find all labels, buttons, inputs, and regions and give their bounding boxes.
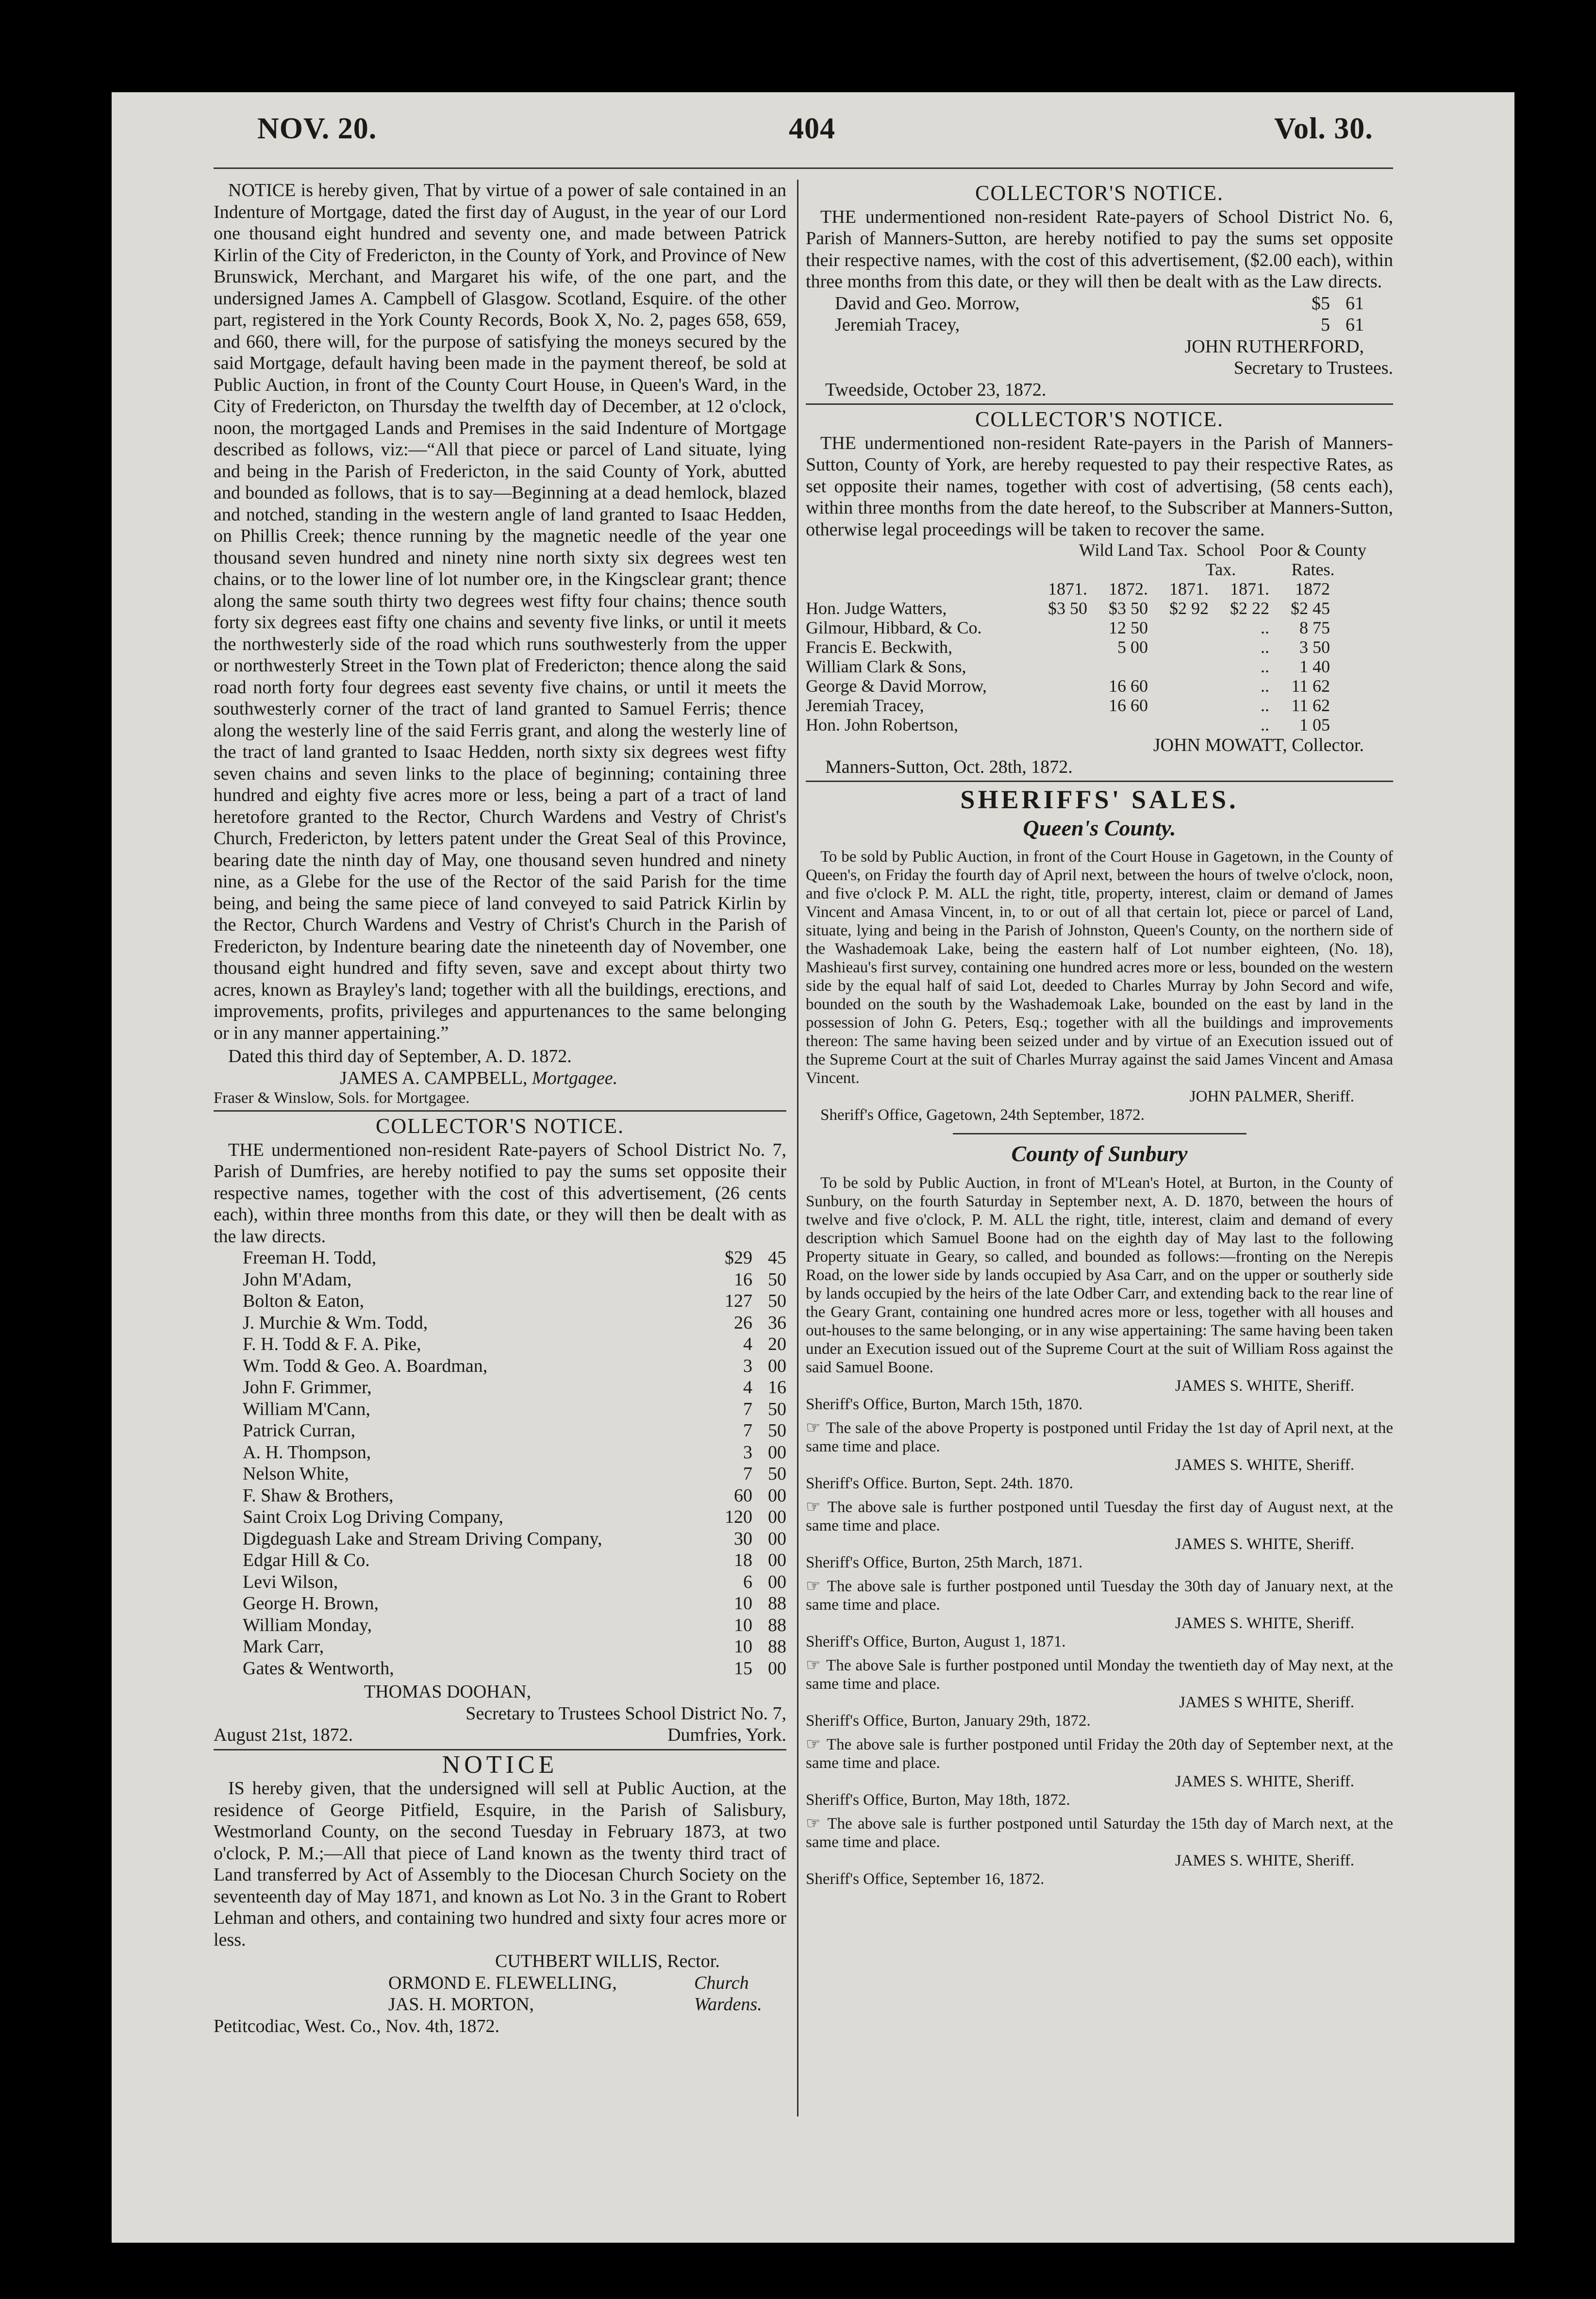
rates-row	[806, 715, 1393, 734]
ledger-cents: 45	[768, 1248, 786, 1268]
ledger-name: David and Geo. Morrow,	[835, 293, 1020, 314]
postponement-office: Sheriff's Office. Burton, Sept. 24th. 1870.	[806, 1474, 1074, 1492]
ledger-cents: 50	[768, 1269, 786, 1290]
pointing-hand-icon: ☞	[806, 1734, 827, 1754]
rates-name: Hon. Judge Watters,	[806, 599, 947, 618]
postponements	[806, 1418, 1393, 1888]
postponement-office: Sheriff's Office, Burton, January 29th, 1872.	[806, 1712, 1091, 1730]
ledger-cents: 61	[1346, 315, 1364, 335]
salisbury-warden-1: ORMOND E. FLEWELLING,	[388, 1972, 617, 1993]
ledger-dollars: 7	[743, 1420, 752, 1441]
mortgage-dated: Dated this third day of September, A. D. 1872.	[228, 1046, 572, 1066]
ledger-row	[243, 1463, 786, 1485]
manners2-body: THE undermentioned non-resident Rate-payers in the Parish of Manners-Sutton, County of York, are hereby requested to pay their respective Rates, as set opposite their names, together with cost of advertising, (58 cents each), within three months from the date hereof, to the Subscriber at Manners-Sutton, otherwise legal proceedings will be taken to recover the same.	[806, 433, 1393, 540]
postponement-signer: JAMES S. WHITE, Sheriff.	[1175, 1456, 1354, 1474]
postponement-signer: JAMES S. WHITE, Sheriff.	[1175, 1772, 1354, 1790]
dumfries-title: COLLECTOR'S NOTICE.	[375, 1114, 624, 1138]
rates-year-row	[806, 579, 1393, 599]
sheriffs-rule	[953, 1133, 1247, 1134]
ledger-row	[243, 1485, 786, 1507]
ledger-row	[243, 1269, 786, 1291]
ledger-cents: 00	[768, 1507, 786, 1527]
manners-sutton-parish-notice	[806, 409, 1393, 778]
rates-value	[1148, 676, 1209, 696]
manners2-signer: JOHN MOWATT, Collector.	[1153, 735, 1364, 755]
ledger-row	[243, 1593, 786, 1615]
ledger-row	[243, 1571, 786, 1593]
ledger-dollars: 26	[734, 1312, 752, 1333]
header-date: NOV. 20.	[257, 112, 377, 145]
header-volume: Vol. 30.	[1274, 112, 1373, 145]
mortgage-body: NOTICE is hereby given, That by virtue of a power of sale contained in an Indenture of Mortgage, dated the first day of August, in the year of our Lord one thousand eight hundred and seventy one, and made between Patrick Kirlin of the City of Fredericton, in the County of York, and Province of New Brunswick, Merchant, and Margaret his wife, of the one part, and the undersigned James A. Campbell of Glasgow. Scotland, Esquire. of the other part, registered in the York County Records, Book X, No. 2, pages 658, 659, and 660, there will, for the purpose of satisfying the moneys secured by the said Mortgage, default having been made in the payment thereof, be sold at Public Auction, in front of the County Court House, in Queen's Ward, in the City of Fredericton, on Thursday the twelfth day of December, at 12 o'clock, noon, the mortgaged Lands and Premises in the said Indenture of Mortgage described as follows, viz:—“All that piece or parcel of Land situate, lying and being in the Parish of Fredericton, in the said County of York, abutted and bounded as follows, that is to say—Beginning at a dead hemlock, blazed and notched, standing in the western angle of land granted to Isaac Hedden, on Phillis Creek; thence running by the magnetic needle of the year one thousand seven hundred and ninety nine north sixty six degrees west ten chains, or to the lower line of lot number ore, in the Kingsclear grant; thence along the same south thirty two degrees west fifty four chains; thence south forty six degrees east fifty one chains and seventy five links, or until it meets the northwesterly side of the road which runs southwesterly from the upper or northwesterly Street in the Town plat of Fredericton; thence along the said road north forty four degrees east seventy five chains, or until it meets the southwesterly corner of the tract of land granted to Samuel Ferris; thence along the westerly line of the said Ferris grant, and along the westerly line of the tract of land granted to Isaac Hedden, north sixty six degrees west fifty seven chains and seven links to the place of beginning; containing three hundred and eighty five acres more or less, being a part of a tract of land heretofore granted to the Rector, Church Wardens and Vestry of Christ's Church, Fredericton, by letters patent under the Great Seal of this Province, bearing date the ninth day of May, one thousand seven hundred and ninety nine, as a Glebe for the use of the Rector of the said Parish for the time being, and being the same piece of land conveyed to said Patrick Kirlin by the Rector, Church Wardens and Vestry of Christ's Church in the Parish of Fredericton, by Indenture bearing date the nineteenth day of November, one thousand eight hundred and fifty seven, save and except about thirty two acres, known as Brayley's land; together with all the buildings, erections, and improvements, profits, privileges and appurtenances to the same belonging or in any manner appertaining.”	[214, 180, 786, 1043]
postponement-office: Sheriff's Office, Burton, August 1, 1871.	[806, 1633, 1066, 1650]
ledger-row	[835, 314, 1364, 336]
rates-value	[1148, 657, 1209, 676]
ledger-row	[243, 1312, 786, 1334]
rates-table	[806, 599, 1393, 734]
rates-column-headings	[806, 540, 1393, 579]
rates-value	[1148, 696, 1209, 715]
rates-value: 11 62	[1291, 676, 1330, 696]
ledger-row	[243, 1506, 786, 1528]
ledger-cents: 00	[768, 1571, 786, 1592]
pointing-hand-icon: ☞	[806, 1813, 828, 1833]
rates-row	[806, 618, 1393, 637]
ledger-row	[243, 1528, 786, 1550]
ledger-row	[243, 1658, 786, 1680]
ledger-dollars: 30	[734, 1528, 752, 1549]
header-page-number: 404	[789, 112, 835, 145]
sunbury-office: Sheriff's Office, Burton, March 15th, 1870.	[806, 1395, 1083, 1413]
ledger-cents: 88	[768, 1593, 786, 1614]
ledger-dollars: $5	[1312, 293, 1330, 314]
mortgage-notice	[214, 180, 786, 1107]
rates-value: 3 50	[1299, 637, 1330, 657]
section-rule	[214, 1110, 786, 1112]
year-2: 1872.	[1109, 579, 1148, 599]
pointing-hand-icon: ☞	[806, 1497, 828, 1516]
sheriffs-title: SHERIFFS' SALES.	[960, 785, 1239, 814]
dumfries-place: Dumfries, York.	[667, 1725, 786, 1745]
ledger-row	[243, 1399, 786, 1420]
rates-value: 16 60	[1109, 676, 1148, 696]
rates-value: ..	[1261, 696, 1269, 715]
postponement-office: Sheriff's Office, Burton, 25th March, 1871.	[806, 1553, 1083, 1571]
ledger-cents: 61	[1346, 293, 1364, 314]
ledger-dollars: 10	[734, 1593, 752, 1614]
dumfries-signer: THOMAS DOOHAN,	[364, 1682, 532, 1702]
year-5: 1872	[1295, 579, 1330, 599]
salisbury-rector: CUTHBERT WILLIS, Rector.	[495, 1951, 720, 1971]
ledger-cents: 88	[768, 1615, 786, 1635]
salisbury-body: IS hereby given, that the undersigned will sell at Public Auction, at the residence of George Pitfield, Esquire, in the Parish of Salisbury, Westmorland County, on the second Tuesday in February 1873, at two o'clock, P. M.;—All that piece of Land known as the twenty third tract of Land transferred by Act of Assembly to the Diocesan Church Society on the seventeenth day of May 1871, and known as Lot No. 3 in the Grant to Robert Lehman and others, and containing two hundred and sixty four acres more or less.	[214, 1778, 786, 1950]
sunbury-heading: County of Sunbury	[1011, 1141, 1188, 1166]
rates-value: 11 62	[1291, 696, 1330, 715]
postponement-text	[806, 1498, 1393, 1535]
ledger-name: F. H. Todd & F. A. Pike,	[243, 1334, 421, 1354]
mortgage-signer: JAMES A. CAMPBELL,	[340, 1067, 528, 1088]
ledger-cents: 00	[768, 1485, 786, 1506]
header-rule	[214, 167, 1393, 169]
section-rule	[214, 1749, 786, 1750]
ledger-dollars: 3	[743, 1442, 752, 1463]
rates-row	[806, 637, 1393, 657]
ledger-name: J. Murchie & Wm. Todd,	[243, 1312, 428, 1333]
postponement-body: The above sale is further postponed until Tuesday the 30th day of January next, at the same time and place.	[806, 1577, 1393, 1614]
ledger-name: F. Shaw & Brothers,	[243, 1485, 394, 1506]
queens-heading: Queen's County.	[1023, 815, 1176, 840]
manners1-signer: JOHN RUTHERFORD,	[1184, 336, 1364, 357]
year-1: 1871.	[1048, 579, 1087, 599]
ledger-row	[243, 1636, 786, 1658]
rates-value	[1148, 715, 1209, 734]
right-column	[806, 180, 1393, 1888]
rates-value: 1 40	[1299, 657, 1330, 676]
ledger-row	[243, 1290, 786, 1312]
ledger-cents: 20	[768, 1334, 786, 1354]
postponement-notice	[806, 1656, 1393, 1730]
postponement-office: Sheriff's Office, Burton, May 18th, 1872.	[806, 1791, 1070, 1809]
rates-value	[1034, 715, 1087, 734]
ledger-cents: 50	[768, 1464, 786, 1484]
ledger-dollars: 127	[725, 1291, 752, 1311]
ledger-row	[243, 1377, 786, 1399]
ledger-name: Nelson White,	[243, 1464, 349, 1484]
manners1-signer-role: Secretary to Trustees.	[1233, 358, 1393, 378]
rates-value: $3 50	[1109, 599, 1148, 618]
ledger-name: A. H. Thompson,	[243, 1442, 371, 1463]
rates-value: ..	[1261, 657, 1269, 676]
ledger-name: Edgar Hill & Co.	[243, 1550, 370, 1570]
postponement-signer: JAMES S WHITE, Sheriff.	[1179, 1693, 1354, 1711]
ledger-cents: 50	[768, 1291, 786, 1311]
salisbury-notice	[214, 1750, 786, 2037]
ledger-dollars: 5	[1321, 315, 1330, 335]
rates-value	[1034, 637, 1087, 657]
rates-name: Gilmour, Hibbard, & Co.	[806, 618, 982, 637]
ledger-dollars: 18	[734, 1550, 752, 1570]
school-tax-heading: School Tax.	[1196, 540, 1245, 579]
rates-value	[1148, 618, 1209, 637]
ledger-name: George H. Brown,	[243, 1593, 379, 1614]
year-4: 1871.	[1230, 579, 1269, 599]
rates-row	[806, 657, 1393, 676]
rates-value: $2 45	[1291, 599, 1330, 618]
rates-value	[1148, 637, 1209, 657]
ledger-cents: 00	[768, 1355, 786, 1376]
ledger-name: Saint Croix Log Driving Company,	[243, 1507, 503, 1527]
rates-name: Jeremiah Tracey,	[806, 696, 924, 715]
year-3: 1871.	[1169, 579, 1209, 599]
ledger-cents: 50	[768, 1399, 786, 1419]
salisbury-wardens-label-1: Church	[694, 1972, 749, 1993]
ledger-dollars: 10	[734, 1636, 752, 1657]
ledger-dollars: 4	[743, 1377, 752, 1398]
rates-value: $2 92	[1169, 599, 1209, 618]
mortgage-signature	[214, 1067, 786, 1089]
rates-value: 5 00	[1117, 637, 1148, 657]
postponement-notice	[806, 1814, 1393, 1888]
salisbury-warden-2: JAS. H. MORTON,	[388, 1994, 534, 2015]
poor-county-heading: Poor & County Rates.	[1259, 540, 1367, 579]
dumfries-notice	[214, 1116, 786, 1746]
pointing-hand-icon: ☞	[806, 1417, 826, 1437]
ledger-name: Digdeguash Lake and Stream Driving Company,	[243, 1528, 602, 1549]
postponement-text	[806, 1814, 1393, 1851]
ledger-name: Gates & Wentworth,	[243, 1658, 394, 1679]
ledger-row	[243, 1333, 786, 1355]
ledger-name: Patrick Curran,	[243, 1420, 356, 1441]
ledger-row	[243, 1355, 786, 1377]
postponement-text	[806, 1418, 1393, 1456]
pointing-hand-icon: ☞	[806, 1576, 827, 1596]
dumfries-signer-role: Secretary to Trustees School District No. 7,	[466, 1703, 786, 1724]
rates-name: George & David Morrow,	[806, 676, 987, 696]
salisbury-wardens	[214, 1972, 786, 2016]
rates-value: 8 75	[1299, 618, 1330, 637]
ledger-dollars: 10	[734, 1615, 752, 1635]
postponement-signer: JAMES S. WHITE, Sheriff.	[1175, 1535, 1354, 1553]
ledger-dollars: 4	[743, 1334, 752, 1354]
postponement-notice	[806, 1498, 1393, 1572]
ledger-row	[243, 1615, 786, 1636]
ledger-cents: 36	[768, 1312, 786, 1333]
postponement-text	[806, 1577, 1393, 1614]
rates-name: William Clark & Sons,	[806, 657, 966, 676]
ledger-name: William M'Cann,	[243, 1399, 370, 1419]
postponement-text	[806, 1735, 1393, 1772]
rates-value: 1 05	[1299, 715, 1330, 734]
ledger-row	[243, 1442, 786, 1464]
manners2-title: COLLECTOR'S NOTICE.	[975, 407, 1224, 431]
rates-row	[806, 599, 1393, 618]
rates-value: 12 50	[1109, 618, 1148, 637]
ledger-row	[835, 293, 1364, 315]
ledger-name: John F. Grimmer,	[243, 1377, 372, 1398]
ledger-dollars: 15	[734, 1658, 752, 1679]
rates-value	[1034, 618, 1087, 637]
rates-value: ..	[1261, 637, 1269, 657]
sunbury-body: To be sold by Public Auction, in front of M'Lean's Hotel, at Burton, in the County of Sunbury, on the fourth Saturday in September next, A. D. 1870, between the hours of twelve and five o'clock, P. M. ALL the right, title, interest, claim and demand of every description which Samuel Boone had on the eighth day of May last to the following Property situate in Geary, so called, and bounded as follows:—fronting on the Nerepis Road, on the lower side by lands occupied by Asa Carr, and on the upper or southerly side by lands occupied by the heirs of the late Odber Carr, and extending back to the rear line of the Geary Grant, containing one hundred acres more or less, together with all houses and out-houses to the same belonging, or in any wise appertaining: The same having been taken under an Execution issued out of the Supreme Court at the suit of William Ross against the said Samuel Boone.	[806, 1174, 1393, 1376]
ledger-dollars: 60	[734, 1485, 752, 1506]
sunbury-signer: JAMES S. WHITE, Sheriff.	[1175, 1377, 1354, 1395]
postponement-text	[806, 1656, 1393, 1693]
queens-signer: JOHN PALMER, Sheriff.	[1189, 1088, 1354, 1105]
rates-value: $3 50	[1048, 599, 1087, 618]
postponement-signer: JAMES S. WHITE, Sheriff.	[1175, 1851, 1354, 1869]
ledger-name: Jeremiah Tracey,	[835, 315, 960, 335]
ledger-name: Wm. Todd & Geo. A. Boardman,	[243, 1355, 488, 1376]
ledger-row	[243, 1247, 786, 1269]
manners1-body: THE undermentioned non-resident Rate-payers of School District No. 6, Parish of Manners-Sutton, are hereby notified to pay the sums set opposite their respective names, with the cost of this advertisement, ($2.00 each), within three months from this date, or they will then be dealt with as the Law directs.	[806, 206, 1393, 292]
section-rule	[806, 781, 1393, 782]
dumfries-ledger	[214, 1247, 786, 1679]
rates-name: Francis E. Beckwith,	[806, 637, 952, 657]
postponement-body: The sale of the above Property is postponed until Friday the 1st day of April next, at the same time and place.	[806, 1419, 1393, 1455]
ledger-cents: 88	[768, 1636, 786, 1657]
ledger-dollars: 6	[743, 1571, 752, 1592]
rates-name: Hon. John Robertson,	[806, 715, 958, 734]
postponement-body: The above Sale is further postponed until Monday the twentieth day of May next, at the same time and place.	[806, 1656, 1394, 1693]
rates-value: ..	[1261, 715, 1269, 734]
ledger-name: Bolton & Eaton,	[243, 1291, 365, 1311]
ledger-name: John M'Adam,	[243, 1269, 352, 1290]
mortgage-signer-role: Mortgagee.	[532, 1067, 618, 1088]
dumfries-footer	[214, 1724, 786, 1746]
rates-row	[806, 676, 1393, 696]
postponement-signer: JAMES S. WHITE, Sheriff.	[1175, 1614, 1354, 1632]
salisbury-wardens-label-2: Wardens.	[694, 1994, 762, 2015]
section-rule	[806, 403, 1393, 405]
postponement-body: The above sale is further postponed until Saturday the 15th day of March next, at the same time and place.	[806, 1815, 1393, 1851]
ledger-name: Mark Carr,	[243, 1636, 324, 1657]
rates-value: 16 60	[1109, 696, 1148, 715]
left-column	[214, 180, 786, 2037]
postponement-office: Sheriff's Office, September 16, 1872.	[806, 1870, 1045, 1888]
queens-body: To be sold by Public Auction, in front of the Court House in Gagetown, in the County of Queen's, on Friday the fourth day of April next, between the hours of twelve o'clock, noon, and five o'clock P. M. ALL the right, title, property, interest, claim or demand of James Vincent and Amasa Vincent, in, to or out of all that certain lot, piece or parcel of Land, situate, lying and being in the Parish of Johnston, Queen's County, on the northern side of the Washademoak Lake, being the eastern half of Lot number eighteen, (No. 18), Mashieau's first survey, containing one hundred acres more or less, bounded on the western side by the equal half of said Lot, deeded to Charles Murray by John Secord and wife, bounded on the south by the Washademoak Lake, bounded on the east by land in the possession of John G. Peters, Esq.; together with all the buildings and improvements thereon: The same having been seized under and by virtue of an Execution issued out of the Supreme Court at the suit of Charles Murray against the said James Vincent and Amasa Vincent.	[806, 848, 1393, 1087]
rates-row	[806, 696, 1393, 715]
postponement-body: The above sale is further postponed until Tuesday the first day of August next, at the same time and place.	[806, 1498, 1393, 1534]
salisbury-date: Petitcodiac, West. Co., Nov. 4th, 1872.	[214, 2016, 500, 2036]
ledger-cents: 00	[768, 1658, 786, 1679]
rates-value: $2 22	[1230, 599, 1269, 618]
ledger-cents: 16	[768, 1377, 786, 1398]
sheriffs-sales	[806, 785, 1394, 1888]
column-divider	[797, 180, 798, 2116]
ledger-dollars: $29	[725, 1248, 752, 1268]
manners1-date: Tweedside, October 23, 1872.	[825, 379, 1047, 400]
ledger-dollars: 16	[734, 1269, 752, 1290]
rates-value	[1034, 676, 1087, 696]
ledger-row	[243, 1420, 786, 1442]
dumfries-date: August 21st, 1872.	[214, 1725, 353, 1745]
rates-value: ..	[1261, 676, 1269, 696]
ledger-name: Levi Wilson,	[243, 1571, 338, 1592]
manners1-title: COLLECTOR'S NOTICE.	[975, 181, 1224, 205]
ledger-name: William Monday,	[243, 1615, 372, 1635]
manners-sutton-district-notice	[806, 183, 1393, 400]
salisbury-title: NOTICE	[442, 1750, 558, 1779]
ledger-dollars: 3	[743, 1355, 752, 1376]
rates-value	[1034, 696, 1087, 715]
postponement-notice	[806, 1577, 1393, 1651]
ledger-cents: 00	[768, 1528, 786, 1549]
rates-value	[1087, 715, 1148, 734]
manners1-ledger	[806, 293, 1393, 336]
ledger-dollars: 7	[743, 1399, 752, 1419]
queens-office: Sheriff's Office, Gagetown, 24th September, 1872.	[820, 1106, 1145, 1124]
ledger-row	[243, 1549, 786, 1571]
pointing-hand-icon: ☞	[806, 1655, 827, 1675]
ledger-cents: 50	[768, 1420, 786, 1441]
postponement-notice	[806, 1418, 1393, 1493]
postponement-notice	[806, 1735, 1393, 1809]
ledger-cents: 00	[768, 1442, 786, 1463]
mortgage-solicitors: Fraser & Winslow, Sols. for Mortgagee.	[214, 1089, 470, 1107]
postponement-body: The above sale is further postponed until Friday the 20th day of September next, at the same time and place.	[806, 1735, 1393, 1772]
rates-value	[1087, 657, 1148, 676]
rates-value: ..	[1261, 618, 1269, 637]
ledger-dollars: 7	[743, 1464, 752, 1484]
wild-land-heading: Wild Land Tax.	[1079, 540, 1188, 560]
dumfries-body: THE undermentioned non-resident Rate-payers of School District No. 7, Parish of Dumfries, are hereby notified to pay the sums set opposite their respective names, together with the cost of this advertisement, (26 cents each), within three months from this date, or they will then be dealt with as the law directs.	[214, 1139, 786, 1247]
ledger-cents: 00	[768, 1550, 786, 1570]
manners2-date: Manners-Sutton, Oct. 28th, 1872.	[825, 756, 1073, 777]
ledger-dollars: 120	[725, 1507, 752, 1527]
rates-value	[1034, 657, 1087, 676]
ledger-name: Freeman H. Todd,	[243, 1248, 377, 1268]
